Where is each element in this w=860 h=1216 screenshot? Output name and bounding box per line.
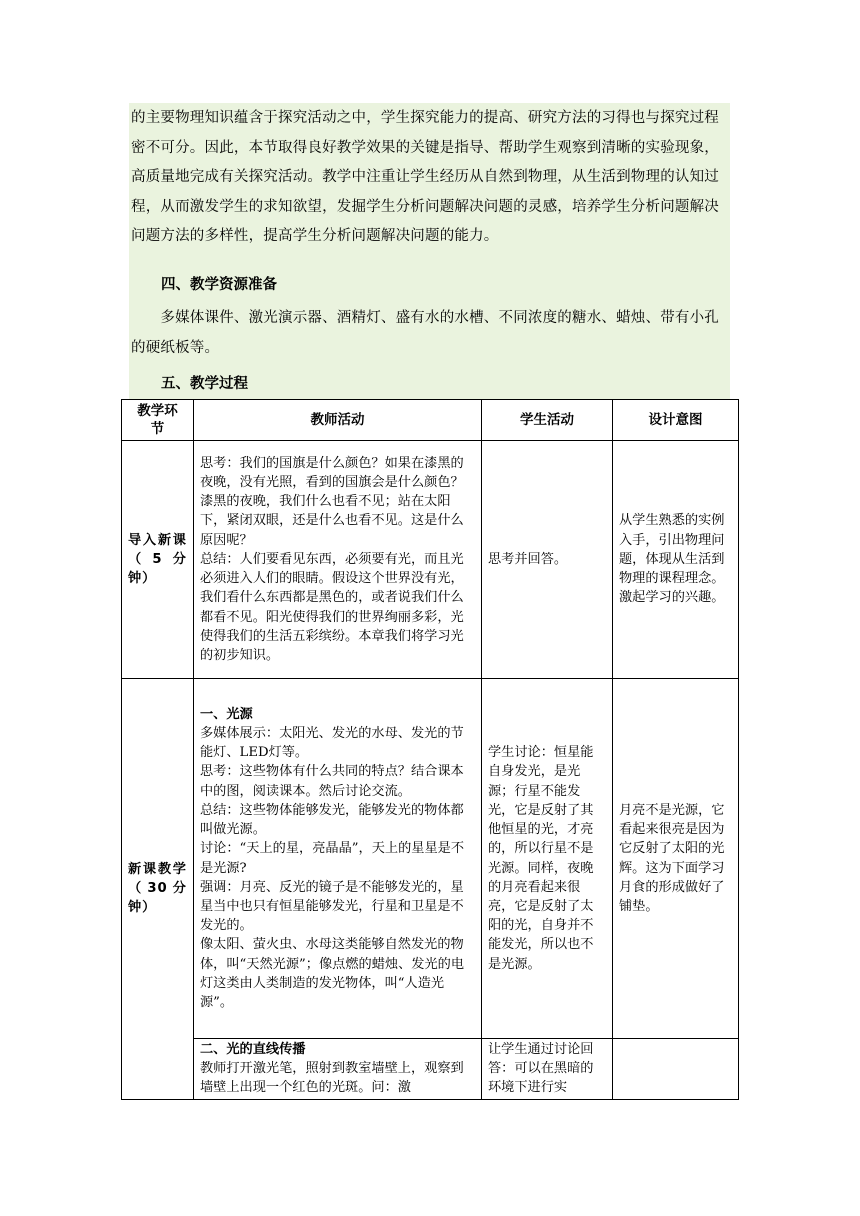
text-line: 多媒体课件、激光演示器、酒精灯、盛有水的水槽、不同浓度的糖水、蜡烛、带有小孔 — [131, 310, 719, 326]
resources-paragraph — [131, 304, 729, 363]
student-activity-cell: 让学生通过讨论回答：可以在黑暗的环境下进行实 — [482, 1039, 613, 1100]
header-teacher-activity: 教师活动 — [194, 400, 482, 441]
teacher-activity-cell — [194, 679, 482, 1039]
header-design-intent: 设计意图 — [613, 400, 739, 441]
stage-cell: 导入新课（5分钟） — [122, 441, 194, 679]
lesson-plan-table — [121, 399, 739, 1100]
student-activity-cell: 思考并回答。 — [482, 441, 613, 679]
table-row — [122, 679, 739, 1039]
table-row — [122, 441, 739, 679]
header-stage: 教学环节 — [122, 400, 194, 441]
text-block: 思考：这些物体有什么共同的特点？结合课本中的图，阅读课本。然后讨论交流。 — [200, 764, 464, 799]
subsection-heading: 二、光的直线传播 — [200, 1042, 306, 1057]
text-block: 漆黑的夜晚，我们什么也看不见；站在太阳下，紧闭双眼，还是什么也看不见。这是什么原因呢？ — [200, 494, 464, 548]
text-block: 总结：人们要看见东西，必须要有光，而且光必须进入人们的眼睛。假设这个世界没有光，我们看什么东西都是黑色的，或者说我们什么都看不见。阳光使得我们的世界绚丽多彩，光使得我们的生活五彩缤纷。本章我们将学习光的初步知识。 — [200, 551, 464, 663]
text-block: 总结：这些物体能够发光，能够发光的物体都叫做光源。 — [200, 802, 464, 838]
text-block: 思考：我们的国旗是什么颜色？如果在漆黑的夜晚，没有光照，看到的国旗会是什么颜色？ — [200, 455, 464, 491]
text-block: 多媒体展示：太阳光、发光的水母、发光的节能灯、LED灯等。 — [200, 726, 464, 761]
text-line: 的主要物理知识蕴含于探究活动之中，学生探究能力的提高、研究方法的习得也与探究过程 — [131, 110, 719, 126]
table-row — [122, 1039, 739, 1100]
design-intent-cell — [613, 1039, 739, 1100]
intro-paragraph — [131, 104, 729, 252]
table-header-row — [122, 400, 739, 441]
text-line: 高质量地完成有关探究活动。教学中注重让学生经历从自然到物理，从生活到物理的认知过 — [131, 169, 719, 186]
student-activity-cell: 学生讨论：恒星能自身发光，是光源；行星不能发光，它是反射了其他恒星的光，才亮的，所以行星不是光源。同样，夜晚的月亮看起来很亮，它是反射了太阳的光，自身并不能发光，所以也不是光源。 — [482, 679, 613, 1039]
text-line: 问题方法的多样性，提高学生分析问题解决问题的能力。 — [131, 228, 499, 245]
teacher-activity-cell — [194, 1039, 482, 1100]
text-block: 讨论：“天上的星，亮晶晶”，天上的星星是不是光源? — [200, 841, 465, 876]
section-4-heading: 四、教学资源准备 — [161, 277, 277, 293]
text-block: 强调：月亮、反光的镜子是不能够发光的，星星当中也只有恒星能够发光，行星和卫星是不发光的。 — [200, 879, 464, 934]
text-line: 程，从而激发学生的求知欲望，发掘学生分析问题解决问题的灵感，培养学生分析问题解决 — [131, 198, 719, 215]
teacher-activity-cell — [194, 441, 482, 679]
text-block: 教师打开激光笔，照射到教室墙壁上，观察到墙壁上出现一个红色的光斑。问：激 — [200, 1061, 464, 1096]
subsection-heading: 一、光源 — [200, 706, 253, 722]
text-block: 像太阳、萤火虫、水母这类能够自然发光的物体，叫“天然光源”；像点燃的蜡烛、发光的电灯这类由人类制造的发光物体，叫“人造光源”。 — [200, 937, 465, 1010]
header-student-activity: 学生活动 — [482, 400, 613, 441]
text-line: 的硬纸板等。 — [131, 339, 220, 356]
design-intent-cell: 从学生熟悉的实例入手，引出物理问题，体现从生活到物理的课程理念。激起学习的兴趣。 — [613, 441, 739, 679]
stage-cell: 新课教学（30分钟） — [122, 679, 194, 1100]
section-5-heading: 五、教学过程 — [161, 376, 248, 392]
text-line: 密不可分。因此，本节取得良好教学效果的关键是指导、帮助学生观察到清晰的实验现象， — [131, 139, 719, 156]
design-intent-cell: 月亮不是光源，它看起来很亮是因为它反射了太阳的光辉。这为下面学习月食的形成做好了铺垫。 — [613, 679, 739, 1039]
